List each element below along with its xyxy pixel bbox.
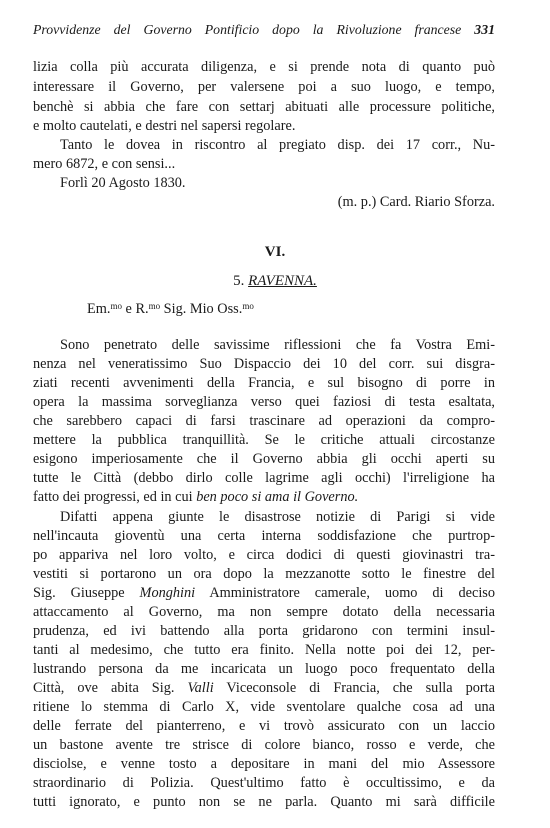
running-header xyxy=(33,20,495,39)
text-line: attaccamento al Governo, ma non sempre dotato della necessaria xyxy=(33,604,495,620)
salutation-part: Em. xyxy=(87,301,111,317)
text-line: vestiti si portarono un ora dopo la mezzanotte sotto le finestre del xyxy=(33,566,495,582)
section-heading xyxy=(0,272,550,291)
text-line: e molto cautelati, e destri nel sapersi regolare. xyxy=(33,118,296,134)
text-line xyxy=(33,488,495,507)
text-line: benchè si abbia che fare con settarj abituati alle processure politiche, xyxy=(33,99,495,115)
place-date: Forlì 20 Agosto 1830. xyxy=(60,175,186,191)
text-line: Sono penetrato delle savissime riflessioni che fa Vostra Emi- xyxy=(60,337,495,353)
salutation xyxy=(87,297,387,319)
text-span: fatto dei progressi, ed in cui xyxy=(33,489,197,505)
text-line: mettere la pubblica tranquillità. Se le critiche attuali circostanze xyxy=(33,432,495,448)
text-line: disciolse, e venne tosto a depositare in mani del mio Assessore xyxy=(33,756,495,772)
text-span: Città, ove abita Sig. xyxy=(33,680,188,696)
section-roman-numeral: VI. xyxy=(264,244,286,260)
italic-text: Monghini xyxy=(139,585,196,601)
text-span: Sig. Giuseppe xyxy=(33,585,140,601)
text-line: un bastone avente tre strisce di colore bianco, rosso e verde, che xyxy=(33,737,495,753)
salutation-part: e R. xyxy=(121,301,149,317)
text-line: opera la massima sorveglianza verso quei faziosi di testa esaltata, xyxy=(33,394,495,410)
section-number: 5. xyxy=(233,273,245,289)
text-line: lizia colla più accurata diligenza, e si prende nota di quanto può xyxy=(33,59,495,75)
text-line: ritiene lo stemma di Carlo X, vide sventolare qualche cosa ad una xyxy=(33,699,495,715)
italic-text: ben poco si ama il Governo. xyxy=(196,489,359,505)
signature: (m. p.) Card. Riario Sforza. xyxy=(337,194,495,210)
italic-text: Valli xyxy=(187,680,214,696)
salutation-part: Sig. Mio Oss. xyxy=(160,301,243,317)
text-line xyxy=(33,679,495,698)
text-line: po appariva nel loro volto, e circa dodici di questi giovinastri tra- xyxy=(33,547,495,563)
text-span: Amministratore camerale, uomo di deciso xyxy=(195,585,495,601)
text-line: lustrando persona da me incaricata un luogo poco frequentato della xyxy=(33,661,495,677)
text-line: esigono imperiosamente che il Governo abbia gli occhi aperti su xyxy=(33,451,495,467)
page-number: 331 xyxy=(474,22,495,37)
text-line: nenza nel veneratissimo Suo Dispaccio dei 10 del corr. sui disgra- xyxy=(33,356,495,372)
running-title: Provvidenze del Governo Pontificio dopo la Rivoluzione francese xyxy=(33,22,462,37)
salutation-sup: mo xyxy=(242,301,254,311)
text-line: tutte le Città (debbo dirlo colle lagrime agli occhi) l'irreligione ha xyxy=(33,470,495,486)
text-line: tutti ignorato, e punto non se ne parla. Quanto mi sarà difficile xyxy=(33,794,495,810)
text-line: straordinario di Polizia. Quest'ultimo fatto è occultissimo, e da xyxy=(33,775,495,791)
text-line: tanti al medesimo, che tutto era finito. Nella notte poi dei 12, per- xyxy=(33,642,495,658)
text-span: Viceconsole di Francia, che sulla porta xyxy=(213,680,495,696)
text-line: che sarebbero capaci di farsi trascinare ad operazioni da compro- xyxy=(33,413,495,429)
text-line: nell'incauta gioventù una certa interna soddisfazione che purtrop- xyxy=(33,528,495,544)
salutation-sup: mo xyxy=(110,301,122,311)
text-line: Tanto le dovea in riscontro al pregiato disp. dei 17 corr., Nu- xyxy=(60,137,495,153)
text-line: interessare il Governo, per valersene poi a suo luogo, e tempo, xyxy=(33,79,495,95)
text-line: ziati recenti avvenimenti della Francia, e sul bisogno di porre in xyxy=(33,375,495,391)
section-city: RAVENNA. xyxy=(248,273,317,289)
text-line: mero 6872, e con sensi... xyxy=(33,156,176,172)
text-line: prudenza, ed ivi battendo alla porta gridarono con termini insul- xyxy=(33,623,495,639)
text-line xyxy=(33,584,495,603)
text-line: Difatti appena giunte le disastrose notizie di Parigi si vide xyxy=(60,509,495,525)
salutation-sup: mo xyxy=(148,301,161,311)
text-line: delle ferrate del pianterreno, e vi trovò assicurato con un laccio xyxy=(33,718,495,734)
